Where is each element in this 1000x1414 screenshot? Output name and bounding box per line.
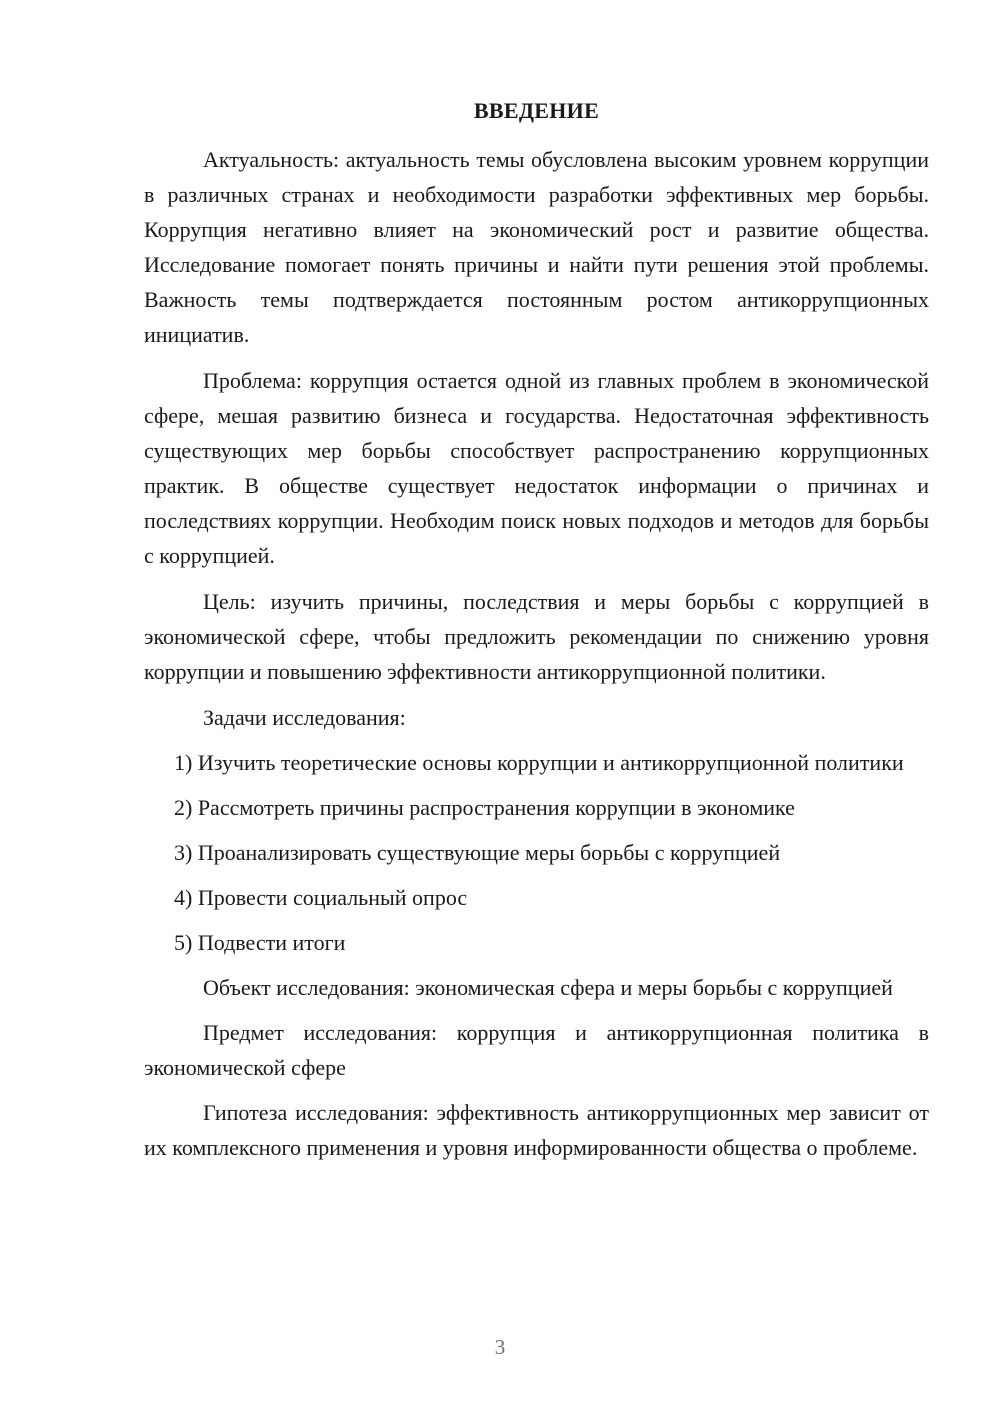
task-item-5: 5) Подвести итоги [174,930,346,955]
research-object-paragraph: Объект исследования: экономическая сфера и меры борьбы с коррупцией [203,975,893,1000]
research-subject-paragraph: Предмет исследования: коррупция и антикоррупционная политика в экономической сфере [144,1020,929,1080]
relevance-paragraph: Актуальность: актуальность темы обусловлена высоким уровнем коррупции в различных странах и необходимости разработки эффективных мер борьбы. Коррупция негативно влияет на экономический рост и развитие общества. Исследование помогает понять причины и найти пути решения этой проблемы. Важность темы подтверждается постоянным ростом антикоррупционных инициатив. [144,147,929,347]
goal-paragraph: Цель: изучить причины, последствия и меры борьбы с коррупцией в экономической сфере, чтобы предложить рекомендации по снижению уровня коррупции и повышению эффективности антикоррупционной политики. [144,589,929,684]
hypothesis-paragraph: Гипотеза исследования: эффективность антикоррупционных мер зависит от их комплексного применения и уровня информированности общества о проблеме. [144,1100,929,1160]
tasks-heading: Задачи исследования: [203,705,406,730]
page-number: 3 [494,1335,506,1359]
task-item-2: 2) Рассмотреть причины распространения коррупции в экономике [174,795,795,820]
task-item-1: 1) Изучить теоретические основы коррупции и антикоррупционной политики [174,750,904,775]
task-item-3: 3) Проанализировать существующие меры борьбы с коррупцией [174,840,781,865]
task-item-4: 4) Провести социальный опрос [174,885,468,910]
document-body [144,142,929,1165]
page-title: ВВЕДЕНИЕ [473,98,600,123]
problem-paragraph: Проблема: коррупция остается одной из главных проблем в экономической сфере, мешая развитию бизнеса и государства. Недостаточная эффективность существующих мер борьбы способствует распространению коррупционных практик. В обществе существует недостаток информации о причинах и последствиях коррупции. Необходим поиск новых подходов и методов для борьбы с коррупцией. [144,368,929,568]
